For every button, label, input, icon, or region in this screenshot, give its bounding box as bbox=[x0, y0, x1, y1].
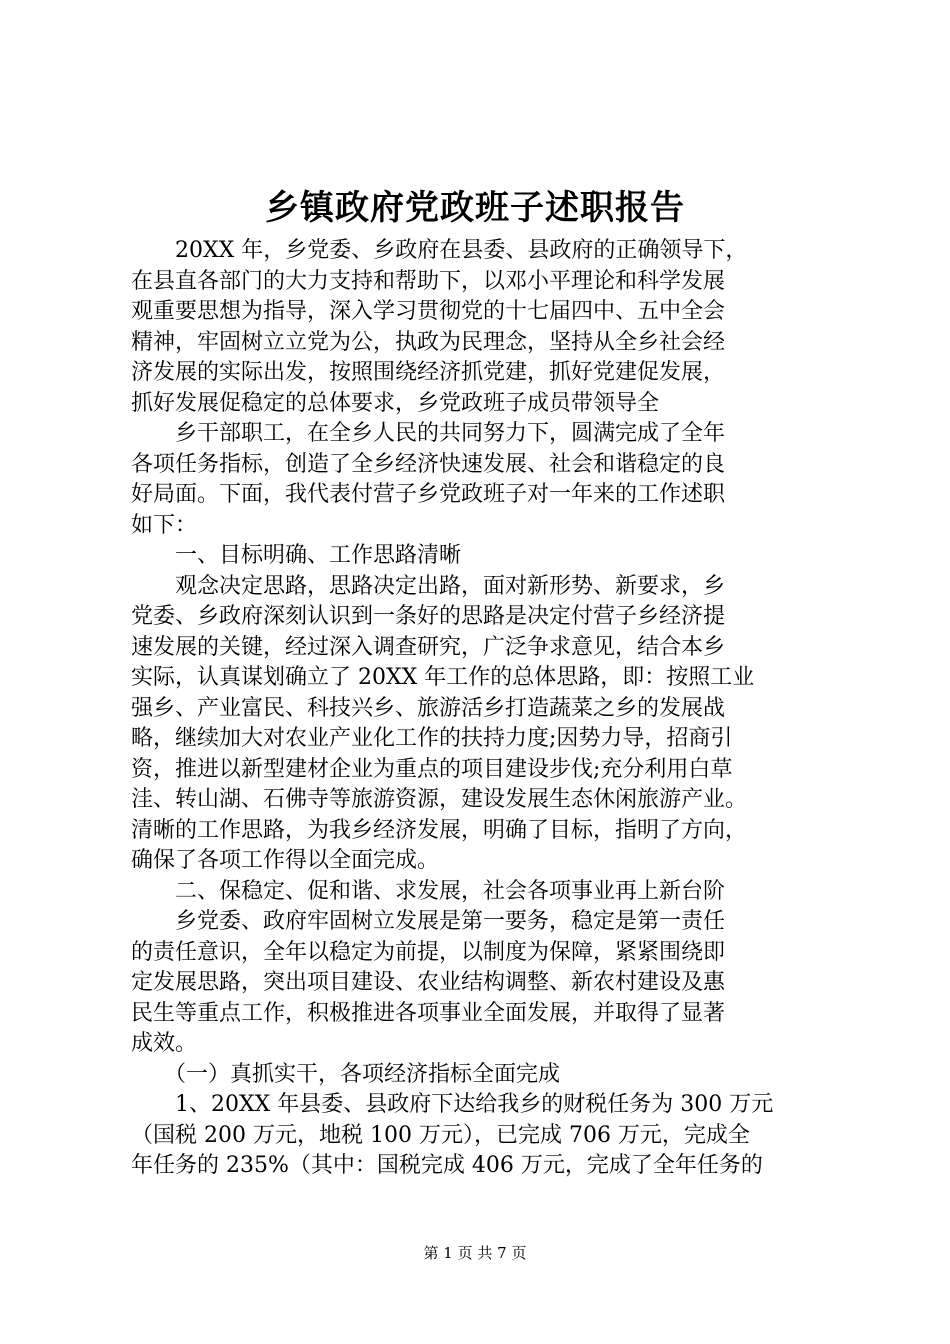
text-line: 一、目标明确、工作思路清晰 bbox=[131, 543, 462, 568]
text-line: 洼、转山湖、石佛寺等旅游资源，建设发展生态休闲旅游产业。 bbox=[131, 787, 748, 812]
document-body bbox=[131, 236, 831, 1182]
text-line: 资，推进以新型建材企业为重点的项目建设步伐;充分利用白草 bbox=[131, 756, 733, 782]
text-line: 乡干部职工，在全乡人民的共同努力下，圆满完成了全年 bbox=[131, 421, 726, 446]
text-line: 20XX 年，乡党委、乡政府在县委、县政府的正确领导下， bbox=[131, 238, 748, 263]
text-line: 实际，认真谋划确立了 20XX 年工作的总体思路，即：按照工业 bbox=[131, 665, 755, 690]
text-line: 年任务的 235%（其中：国税完成 406 万元，完成了全年任务的 bbox=[131, 1153, 763, 1178]
document-title: 乡镇政府党政班子述职报告 bbox=[265, 188, 685, 228]
page-footer: 第 1 页 共 7 页 bbox=[423, 1244, 527, 1262]
text-line: 二、保稳定、促和谐、求发展，社会各项事业再上新台阶 bbox=[131, 878, 726, 904]
text-line: （一）真抓实干，各项经济指标全面完成 bbox=[131, 1061, 561, 1087]
text-line: 民生等重点工作，积极推进各项事业全面发展，并取得了显著 bbox=[131, 1000, 726, 1026]
text-line: 观重要思想为指导，深入学习贯彻党的十七届四中、五中全会 bbox=[131, 299, 726, 324]
text-line: 党委、乡政府深刻认识到一条好的思路是决定付营子乡经济提 bbox=[131, 604, 726, 629]
text-line: 定发展思路，突出项目建设、农业结构调整、新农村建设及惠 bbox=[131, 970, 726, 995]
text-line: 1、20XX 年县委、县政府下达给我乡的财税任务为 300 万元 bbox=[131, 1092, 774, 1117]
text-line: 的责任意识，全年以稳定为前提，以制度为保障，紧紧围绕即 bbox=[131, 939, 726, 965]
text-line: （国税 200 万元，地税 100 万元），已完成 706 万元，完成全 bbox=[131, 1122, 750, 1148]
text-line: 如下： bbox=[131, 512, 198, 538]
text-line: 济发展的实际出发，按照围绕经济抓党建，抓好党建促发展， bbox=[131, 360, 726, 385]
text-line: 强乡、产业富民、科技兴乡、旅游活乡打造蔬菜之乡的发展战 bbox=[131, 695, 726, 721]
text-line: 观念决定思路，思路决定出路，面对新形势、新要求，乡 bbox=[131, 573, 726, 599]
text-line: 在县直各部门的大力支持和帮助下，以邓小平理论和科学发展 bbox=[131, 268, 726, 294]
text-line: 精神，牢固树立立党为公，执政为民理念，坚持从全乡社会经 bbox=[131, 329, 726, 355]
text-line: 略，继续加大对农业产业化工作的扶持力度;因势力导，招商引 bbox=[131, 726, 733, 751]
text-line: 速发展的关键，经过深入调查研究，广泛争求意见，结合本乡 bbox=[131, 634, 726, 660]
text-line: 各项任务指标，创造了全乡经济快速发展、社会和谐稳定的良 bbox=[131, 451, 726, 477]
text-line: 乡党委、政府牢固树立发展是第一要务，稳定是第一责任 bbox=[131, 909, 726, 934]
text-line: 抓好发展促稳定的总体要求，乡党政班子成员带领导全 bbox=[131, 390, 660, 416]
text-line: 好局面。下面，我代表付营子乡党政班子对一年来的工作述职 bbox=[131, 482, 726, 507]
text-line: 确保了各项工作得以全面完成。 bbox=[131, 848, 440, 873]
text-line: 成效。 bbox=[131, 1031, 198, 1056]
text-line: 清晰的工作思路，为我乡经济发展，明确了目标，指明了方向， bbox=[131, 817, 748, 843]
